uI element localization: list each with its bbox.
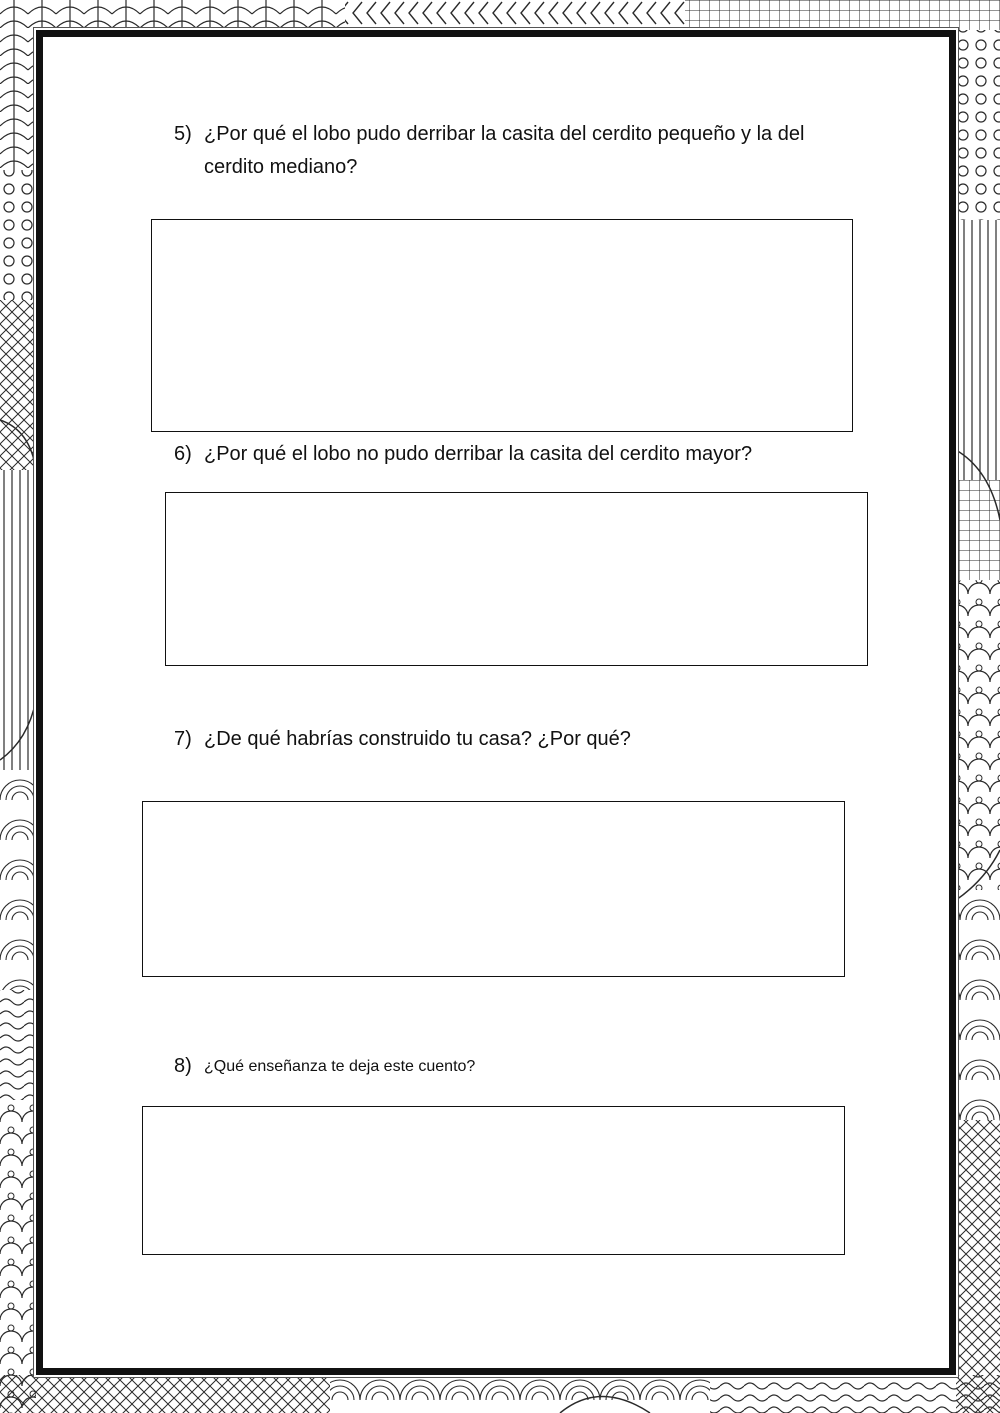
question-text: ¿Por qué el lobo no pudo derribar la casita del cerdito mayor? xyxy=(204,443,753,465)
question-number: 6) xyxy=(174,443,192,465)
question-text: ¿Por qué el lobo pudo derribar la casita del cerdito pequeño y la del cerdito mediano? xyxy=(204,123,805,178)
question-6 xyxy=(174,438,874,471)
question-number: 8) xyxy=(174,1055,192,1077)
question-text: ¿De qué habrías construido tu casa? ¿Por qué? xyxy=(204,728,631,750)
question-5 xyxy=(174,118,864,184)
answer-box-8[interactable] xyxy=(142,1106,845,1255)
answer-box-5[interactable] xyxy=(151,219,853,432)
question-7 xyxy=(174,723,874,756)
answer-box-7[interactable] xyxy=(142,801,845,977)
question-number: 5) xyxy=(174,123,192,145)
question-8 xyxy=(174,1050,874,1083)
answer-box-6[interactable] xyxy=(165,492,868,666)
question-number: 7) xyxy=(174,728,192,750)
question-text: ¿Qué enseñanza te deja este cuento? xyxy=(204,1058,476,1075)
